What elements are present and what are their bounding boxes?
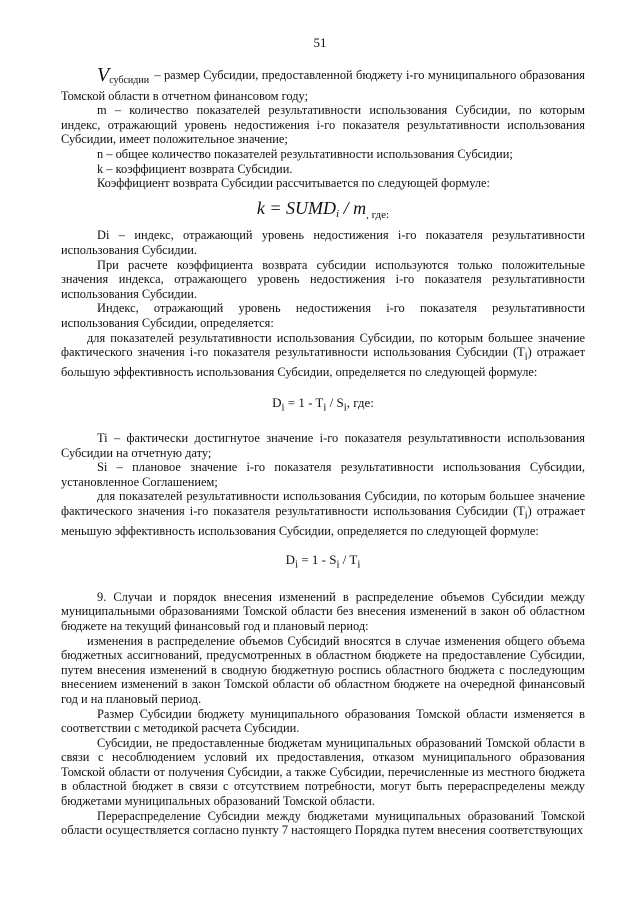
formula1-suffix: , где: (366, 208, 390, 221)
para9-text2: ) отражает большую эффективность использования Субсидии, определяется по следующей формуле: (61, 345, 585, 380)
f2-d-sub: i (281, 401, 285, 414)
page-number: 51 (313, 35, 327, 50)
paragraph-redistribution-conditions: Субсидии, не предоставленные бюджетам муниципальных образований Томской области в связи с несоблюдением условий их предоставления, отказом муниципального образования Томской области от получения Субсидии, а также Субсидии, перечисленные из местного бюджета в областной бюджет в связи с отсутствием потребности, могут быть перераспределены между бюджетами муниципальных образований Томской области. (61, 735, 585, 809)
paragraph-redistribution-procedure: Перераспределение Субсидии между бюджетами муниципальных образований Томской области осуществляется согласно пункту 7 настоящего Порядка путем внесения соответствующих (61, 808, 585, 838)
paragraph-si-definition: Si – плановое значение i-го показателя результативности использования Субсидии, установленное Соглашением; (61, 460, 585, 489)
formula1-sub: i (336, 207, 340, 220)
formula-index-greater (61, 396, 585, 415)
paragraph-k-definition: k – коэффициент возврата Субсидии. (97, 161, 293, 176)
formula-index-lower (61, 553, 585, 572)
formula-return-coefficient (61, 197, 585, 223)
para12-text2: ) отражает меньшую эффективность использования Субсидии, определяется по следующей формуле: (61, 503, 585, 538)
document-body (61, 64, 585, 838)
paragraph-di-definition: Di – индекс, отражающий уровень недостижения i-го показателя результативности использования Субсидии. (61, 228, 585, 257)
f2-suffix: , где: (346, 394, 374, 410)
paragraph-n-definition: n – общее количество показателей результативности использования Субсидии; (97, 146, 513, 161)
v-subscript: субсидии (109, 75, 150, 86)
para12-text1: для показателей результативности использования Субсидии, по которым большее значение фактического значения i-го показателя результативности использования Субсидии (T (61, 489, 585, 518)
f2-s-sub: i (343, 401, 347, 414)
paragraph-v-definition (61, 64, 585, 103)
paragraph-lower-efficiency (61, 489, 585, 538)
f2-d: D (272, 394, 282, 410)
f3-d-sub: i (295, 558, 299, 571)
paragraph-changes-distribution: изменения в распределение объемов Субсидий вносятся в случае изменения общего объема бюджетных ассигнований, предусмотренных в областном бюджете на предоставление Субсидии, путем внесения изменений в сводную бюджетную роспись областного бюджета с последующим внесением изменений в закон Томской области об областном бюджете на очередной финансовый год и на плановый период. (61, 633, 585, 706)
v-definition-text: – размер Субсидии, предоставленной бюджету i-го муниципального образования Томской области в отчетном финансовом году; (61, 68, 585, 103)
paragraph-greater-efficiency (61, 331, 585, 380)
f3-mid: = 1 - S (298, 551, 337, 567)
f2-t-sub: i (323, 401, 327, 414)
f3-slash: / T (339, 551, 358, 567)
v-symbol: V (97, 64, 110, 86)
f3-s-sub: i (336, 558, 340, 571)
para9-sub: i (524, 351, 528, 363)
formula1-tail: / m (339, 197, 367, 218)
f2-slash: / S (326, 394, 344, 410)
para9-text1: для показателей результативности использования Субсидии, по которым большее значение фактического значения i-го показателя результативности использования Субсидии (T (61, 330, 585, 360)
formula1-main: k = SUMD (256, 197, 337, 218)
paragraph-size-changes: Размер Субсидии бюджету муниципального образования Томской области изменяется в соответствии с методикой расчета Субсидии. (61, 706, 585, 736)
f3-t-sub: i (357, 558, 361, 571)
paragraph-section-9: 9. Случаи и порядок внесения изменений в распределение объемов Субсидии между муниципальными образованиями Томской области без внесения изменений в закон об областном бюджете на текущий финансовый год и плановый период: (61, 589, 585, 633)
paragraph-m-definition: m – количество показателей результативности использования Субсидии, по которым индекс, отражающий уровень недостижения i-го показателя результативности использования Субсидии, имеет положительное значение; (61, 103, 585, 147)
paragraph-index-determined: Индекс, отражающий уровень недостижения i-го показателя результативности использования Субсидии, определяется: (61, 301, 585, 330)
f2-mid: = 1 - T (284, 394, 324, 410)
paragraph-formula-intro: Коэффициент возврата Субсидии рассчитывается по следующей формуле: (97, 176, 491, 191)
f3-d: D (285, 551, 296, 567)
paragraph-positive-values: При расчете коэффициента возврата субсидии используются только положительные значения индекса, отражающего уровень недостижения i-го показателя результативности использования Субсидии. (61, 257, 585, 301)
paragraph-ti-definition: Ti – фактически достигнутое значение i-го показателя результативности использования Субсидии на отчетную дату; (61, 430, 585, 460)
para12-sub: i (524, 510, 528, 522)
